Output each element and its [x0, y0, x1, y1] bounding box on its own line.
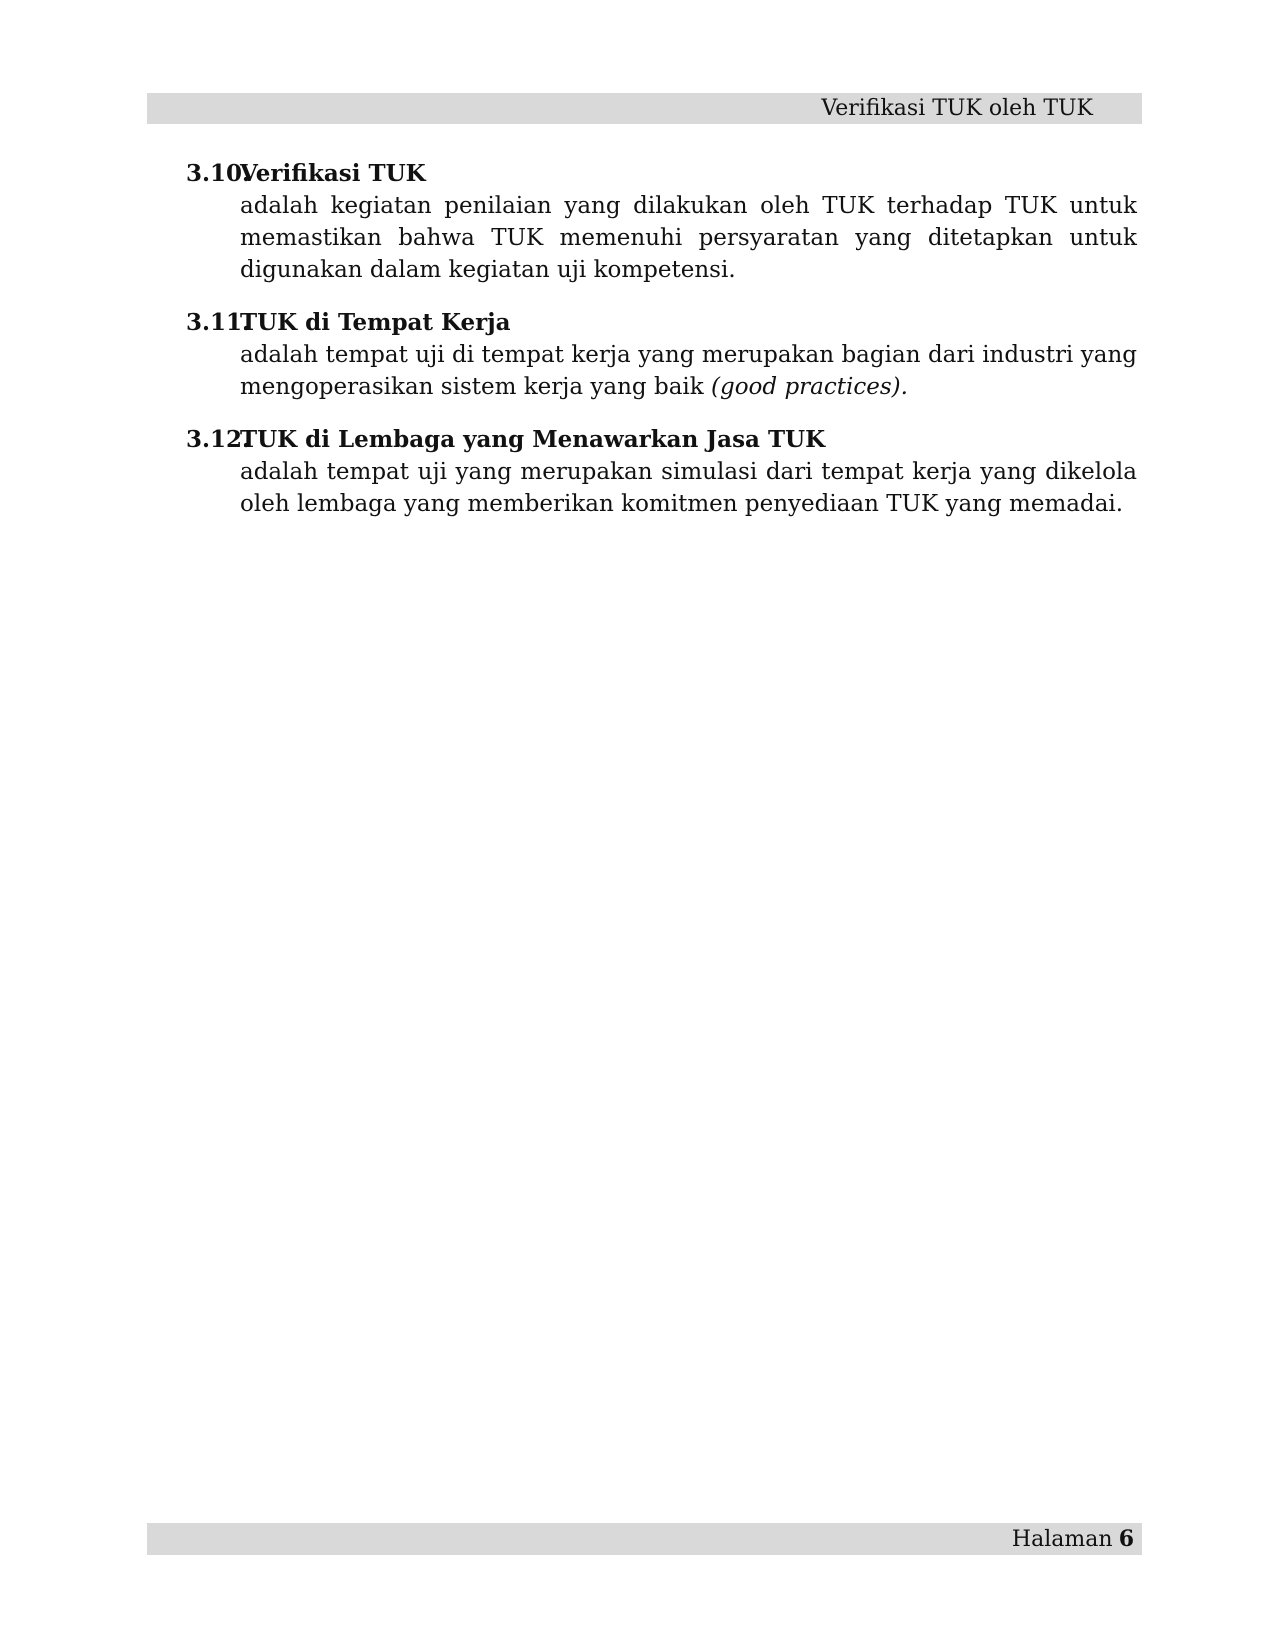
section-body-italic-text: (good practices).: [711, 374, 908, 400]
section-3-10: [186, 158, 1137, 286]
section-body: [240, 339, 1137, 403]
header-title: Verifikasi TUK oleh TUK: [821, 96, 1093, 121]
section-number: 3.10.: [186, 160, 251, 187]
section-number: 3.11.: [186, 309, 251, 336]
section-number: 3.12.: [186, 426, 251, 453]
section-body: [240, 190, 1137, 286]
footer-label: Halaman: [1011, 1526, 1113, 1552]
page-footer-bar: [147, 1523, 1142, 1555]
page-header-bar: [147, 93, 1142, 124]
section-title: Verifikasi TUK: [240, 160, 426, 187]
section-heading: [186, 424, 1137, 456]
footer-page-number: 6: [1118, 1526, 1134, 1552]
section-title: TUK di Lembaga yang Menawarkan Jasa TUK: [240, 426, 826, 453]
section-heading: [186, 307, 1137, 339]
section-3-11: [186, 307, 1137, 403]
section-3-12: [186, 424, 1137, 520]
section-body: [240, 456, 1137, 520]
section-body-text: adalah tempat uji di tempat kerja yang merupakan bagian dari industri yang mengoperasikan sistem kerja yang baik: [240, 342, 1137, 400]
document-content: [186, 158, 1137, 541]
section-heading: [186, 158, 1137, 190]
section-title: TUK di Tempat Kerja: [240, 309, 511, 336]
section-body-text: adalah tempat uji yang merupakan simulasi dari tempat kerja yang dikelola oleh lembaga yang memberikan komitmen penyediaan TUK yang memadai.: [240, 459, 1137, 517]
section-body-text: adalah kegiatan penilaian yang dilakukan oleh TUK terhadap TUK untuk memastikan bahwa TUK memenuhi persyaratan yang ditetapkan untuk digunakan dalam kegiatan uji kompetensi.: [240, 193, 1137, 283]
